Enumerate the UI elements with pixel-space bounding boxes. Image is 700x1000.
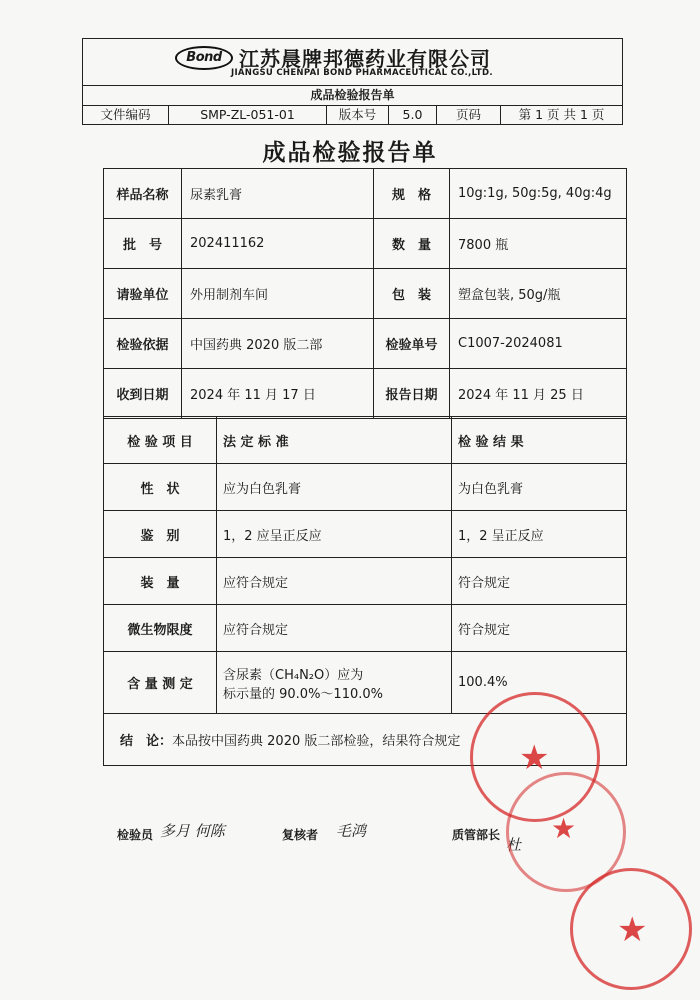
table-row bbox=[104, 511, 627, 558]
distributor-seal-stamp bbox=[570, 868, 692, 990]
col-std-header: 法 定 标 准 bbox=[217, 417, 452, 464]
page-value: 第 1 页 共 1 页 bbox=[518, 107, 605, 122]
test-item: 装 量 bbox=[104, 558, 217, 605]
table-row bbox=[104, 169, 627, 219]
test-result: 1，2 呈正反应 bbox=[452, 511, 627, 558]
inspector-signature: 多月 何陈 bbox=[160, 822, 225, 840]
table-row bbox=[104, 369, 627, 419]
spec-value: 10g:1g, 50g:5g, 40g:4g bbox=[450, 169, 627, 219]
received-value: 2024 年 11 月 17 日 bbox=[182, 369, 374, 419]
product-label: 样品名称 bbox=[104, 169, 182, 219]
table-row bbox=[104, 605, 627, 652]
test-standard bbox=[217, 652, 452, 714]
spec-label: 规 格 bbox=[374, 169, 450, 219]
basis-label: 检验依据 bbox=[104, 319, 182, 369]
doc-no-label: 文件编码 bbox=[83, 106, 169, 125]
test-item: 鉴 别 bbox=[104, 511, 217, 558]
report-title: 成品检验报告单 bbox=[262, 140, 438, 166]
form-info-row bbox=[83, 105, 622, 125]
table-row bbox=[104, 219, 627, 269]
test-result: 为白色乳膏 bbox=[452, 464, 627, 511]
company-logo: Bond bbox=[175, 46, 233, 70]
inspector-label: 检验员 bbox=[117, 828, 154, 842]
seal-star-icon: ★ bbox=[519, 738, 550, 778]
test-standard: 应为白色乳膏 bbox=[217, 464, 452, 511]
received-label: 收到日期 bbox=[104, 369, 182, 419]
requester-label: 请验单位 bbox=[104, 269, 182, 319]
package-value: 塑盒包装, 50g/瓶 bbox=[450, 269, 627, 319]
reviewer-label: 复核者 bbox=[282, 828, 319, 842]
col-item-header: 检 验 项 目 bbox=[104, 417, 217, 464]
report-no-label: 检验单号 bbox=[374, 319, 450, 369]
batch-value: 202411162 bbox=[182, 219, 374, 269]
requester-value: 外用制剂车间 bbox=[182, 269, 374, 319]
test-standard-line2: 标示量的 90.0%～110.0% bbox=[223, 686, 383, 702]
conclusion-label: 结 论： bbox=[120, 734, 173, 749]
table-row bbox=[104, 319, 627, 369]
qa-label: 质管部长 bbox=[452, 828, 501, 842]
version-label: 版本号 bbox=[327, 106, 389, 125]
qa-star-icon: ★ bbox=[551, 812, 577, 845]
form-title: 成品检验报告单 bbox=[83, 85, 622, 105]
company-logo-row bbox=[83, 39, 622, 85]
page-label: 页码 bbox=[437, 106, 501, 125]
test-result: 100.4% bbox=[452, 652, 627, 714]
qa-signature: 杜 bbox=[506, 836, 522, 854]
test-standard: 应符合规定 bbox=[217, 605, 452, 652]
basis-value: 中国药典 2020 版二部 bbox=[182, 319, 374, 369]
company-name-en: JIANGSU CHENPAI BOND PHARMACEUTICAL CO.,LTD. bbox=[231, 68, 493, 78]
report-date-value: 2024 年 11 月 25 日 bbox=[450, 369, 627, 419]
version: 5.0 bbox=[389, 106, 437, 125]
table-row bbox=[104, 464, 627, 511]
table-header-row bbox=[104, 417, 627, 464]
qty-label: 数 量 bbox=[374, 219, 450, 269]
conclusion-text: 本品按中国药典 2020 版二部检验，结果符合规定 bbox=[172, 734, 461, 749]
test-result: 符合规定 bbox=[452, 605, 627, 652]
product-value: 尿素乳膏 bbox=[182, 169, 374, 219]
sample-info-table bbox=[103, 168, 627, 419]
table-row bbox=[104, 558, 627, 605]
test-result: 符合规定 bbox=[452, 558, 627, 605]
document-header bbox=[82, 38, 623, 125]
distributor-star-icon: ★ bbox=[617, 910, 648, 950]
test-standard-line1: 含尿素（CH₄N₂O）应为 bbox=[223, 667, 364, 683]
reviewer-signature: 毛鸿 bbox=[336, 822, 367, 840]
col-result-header: 检 验 结 果 bbox=[452, 417, 627, 464]
qty-value: 7800 瓶 bbox=[450, 219, 627, 269]
batch-label: 批 号 bbox=[104, 219, 182, 269]
test-standard: 应符合规定 bbox=[217, 558, 452, 605]
test-item: 含 量 测 定 bbox=[104, 652, 217, 714]
test-standard: 1，2 应呈正反应 bbox=[217, 511, 452, 558]
company-name-cn: 江苏晨牌邦德药业有限公司 bbox=[239, 47, 491, 71]
test-item: 性 状 bbox=[104, 464, 217, 511]
doc-no: SMP-ZL-051-01 bbox=[169, 106, 327, 125]
package-label: 包 装 bbox=[374, 269, 450, 319]
table-row bbox=[104, 269, 627, 319]
report-no-value: C1007-2024081 bbox=[450, 319, 627, 369]
test-item: 微生物限度 bbox=[104, 605, 217, 652]
report-date-label: 报告日期 bbox=[374, 369, 450, 419]
